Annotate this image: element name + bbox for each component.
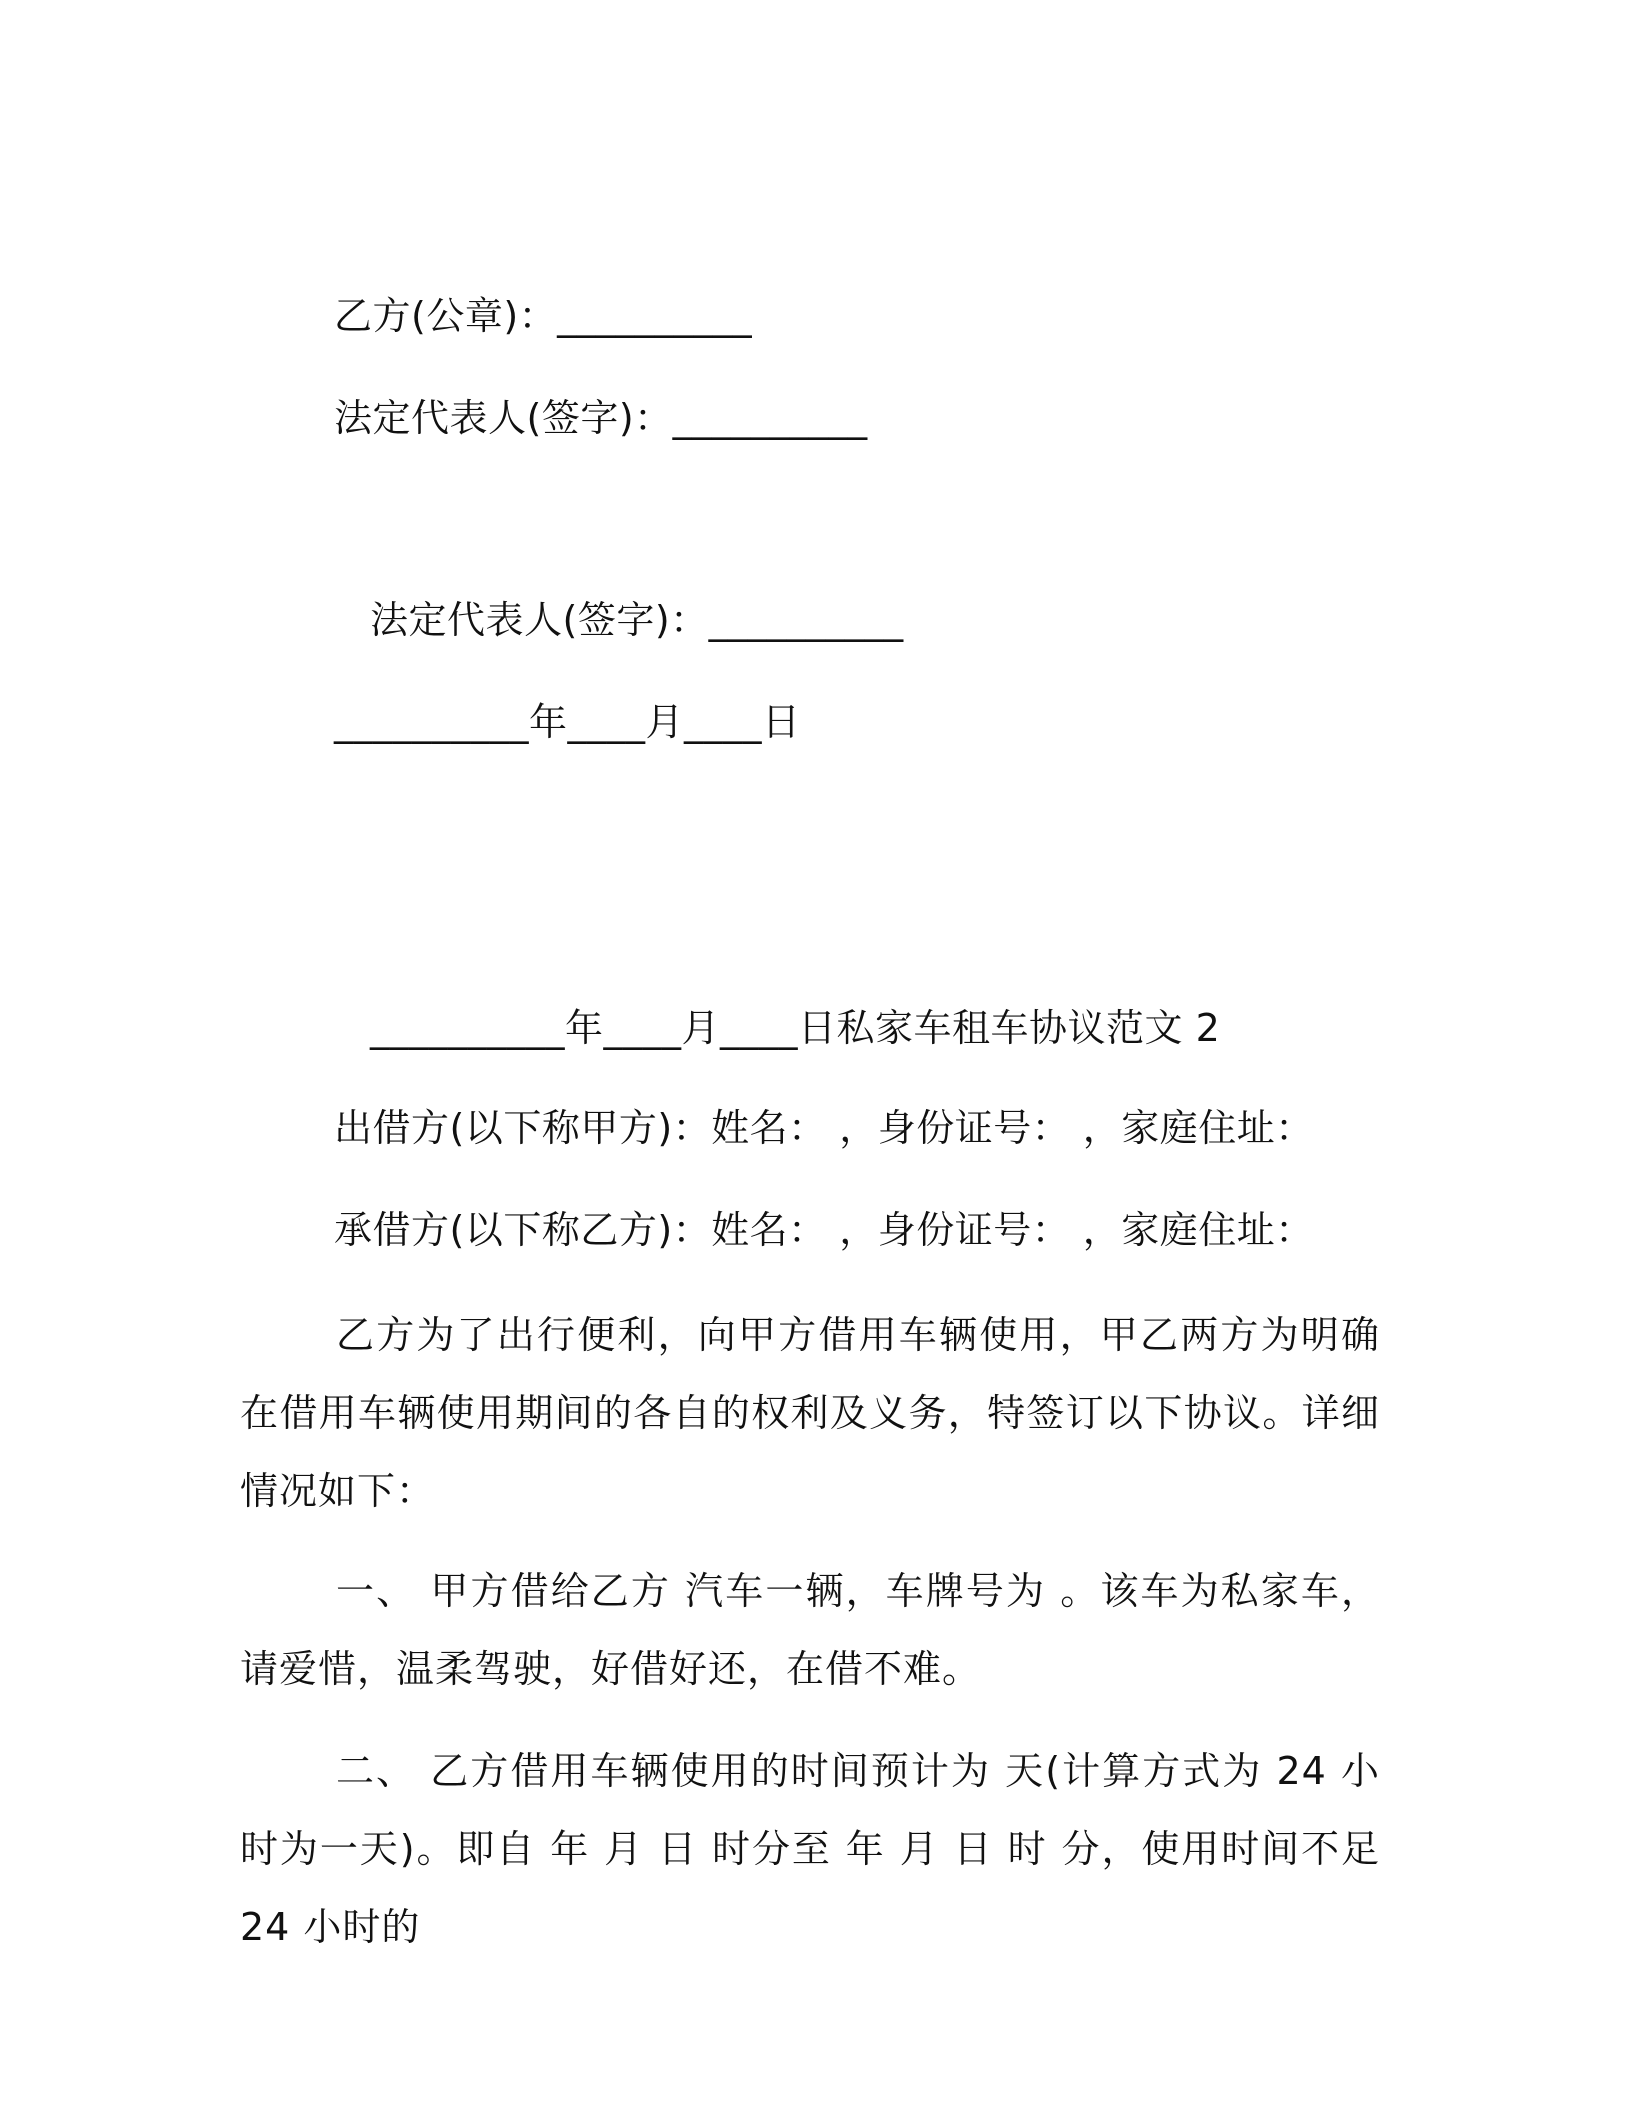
signature-date-line: __________年____月____日 (334, 700, 801, 744)
party-b-seal-line: 乙方(公章)：__________ (334, 294, 753, 338)
clause-2-paragraph: 二、 乙方借用车辆使用的时间预计为 天(计算方式为 24 小时为一天)。即自 年 月 日 时分至 年 月 日 时 分，使用时间不足 24 小时的 (240, 1749, 1380, 1949)
agreement-title: __________年____月____日私家车租车协议范文 2 (370, 1006, 1221, 1050)
legal-representative-signature-line: 法定代表人(签字)：__________ (334, 396, 868, 440)
borrower-info-line: 承借方(以下称乙方)：姓名： ，身份证号： ，家庭住址： (334, 1208, 1314, 1252)
intro-paragraph: 乙方为了出行便利，向甲方借用车辆使用，甲乙两方为明确在借用车辆使用期间的各自的权利及义务，特签订以下协议。详细情况如下： (240, 1313, 1380, 1513)
lender-info-line: 出借方(以下称甲方)：姓名： ，身份证号： ，家庭住址： (334, 1106, 1314, 1150)
clause-1-paragraph: 一、 甲方借给乙方 汽车一辆，车牌号为 。该车为私家车，请爱惜，温柔驾驶，好借好还，在借不难。 (240, 1569, 1380, 1691)
legal-representative-signature-line-2: 法定代表人(签字)：__________ (370, 598, 904, 642)
